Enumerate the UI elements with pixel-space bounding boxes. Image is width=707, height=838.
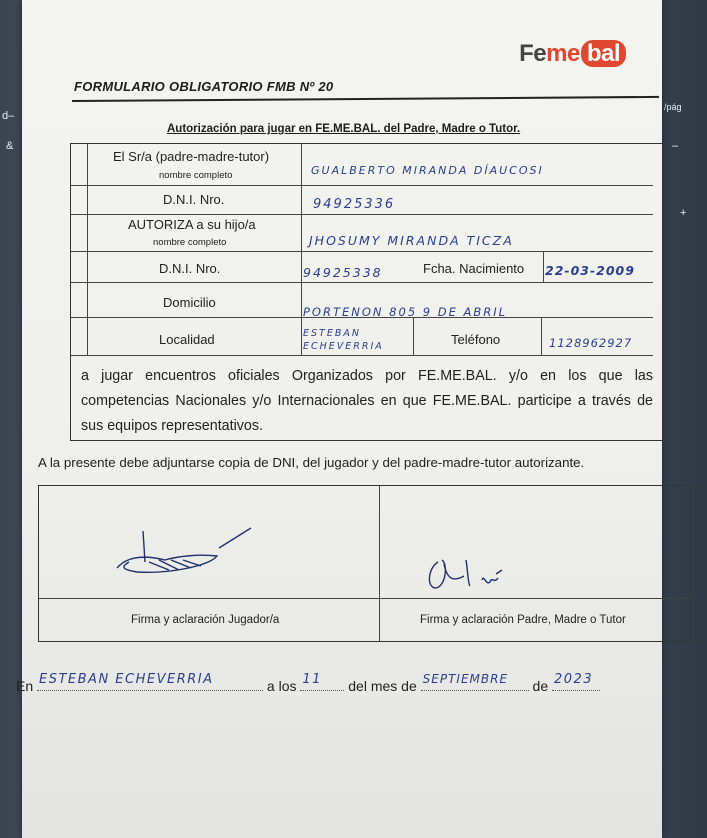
child-dni-label: D.N.I. Nro. [159,261,221,276]
femebal-logo: Feme bal [519,40,626,68]
form-subtitle: Autorización para jugar en FE.ME.BAL. del Padre, Madre o Tutor. [167,123,521,135]
key-label: + [680,207,687,219]
authorization-table [70,143,663,441]
footer-del-mes-de: del mes de [348,678,417,694]
tutor-dni-label: D.N.I. Nro. [163,192,225,207]
signature-box [38,485,691,642]
parent-signature [424,554,514,594]
address-value: PORTENON 805 9 DE ABRIL [303,305,508,319]
tutor-dni-value: 94925336 [313,197,396,212]
authorizes-label: AUTORIZA a su hijo/a [128,217,256,232]
tutor-sublabel: nombre completo [159,170,233,181]
birth-date-label: Fcha. Nacimiento [423,261,525,276]
tutor-name-value: GUALBERTO MIRANDA DÍAUCOSI [311,164,544,177]
address-label: Domicilio [163,295,216,310]
footer-en: En [16,678,34,694]
child-sublabel: nombre completo [153,237,227,248]
footer-a-los: a los [266,678,297,694]
phone-value: 1128962927 [549,336,633,350]
footer-place-field: ESTEBAN ECHEVERRIA [37,676,263,691]
locality-label: Localidad [159,332,215,347]
document-notice: A la presente debe adjuntarse copia de DNI, del jugador y del padre-madre-tutor autorizante. [38,455,585,470]
locality-value-line1: ESTEBAN [303,328,361,339]
player-signature-caption: Firma y aclaración Jugador/a [131,614,280,626]
title-divider [72,96,659,102]
footer-year-field: 2023 [552,676,600,691]
footer-month-field: SEPTIEMBRE [421,676,529,691]
key-label: & [6,140,14,152]
locality-value-line2: ECHEVERRIA [303,341,384,352]
footer-day-field: 11 [300,676,344,691]
parent-signature-caption: Firma y aclaración Padre, Madre o Tutor [420,614,626,626]
key-label: /pág [664,102,682,112]
phone-label: Teléfono [451,332,501,347]
form-title: FORMULARIO OBLIGATORIO FMB Nº 20 [74,79,334,94]
player-signature [109,526,259,586]
authorization-paragraph: a jugar encuentros oficiales Organizados por FE.ME.BAL. y/o en los que las competencias Nacionales y/o Internacionales en que FE.ME.BAL. participe a través de sus equipos representativos. [81,368,653,434]
birth-date-value: 22-03-2009 [545,263,635,278]
child-name-value: JHOSUMY MIRANDA TICZA [309,233,514,248]
tutor-label: El Sr/a (padre-madre-tutor) [113,149,270,164]
child-dni-value: 94925338 [303,265,383,280]
footer-place-date [16,672,600,694]
footer-de: de [532,678,549,694]
key-label: d– [2,110,15,122]
key-label: – [672,140,679,152]
form-sheet [16,0,662,838]
